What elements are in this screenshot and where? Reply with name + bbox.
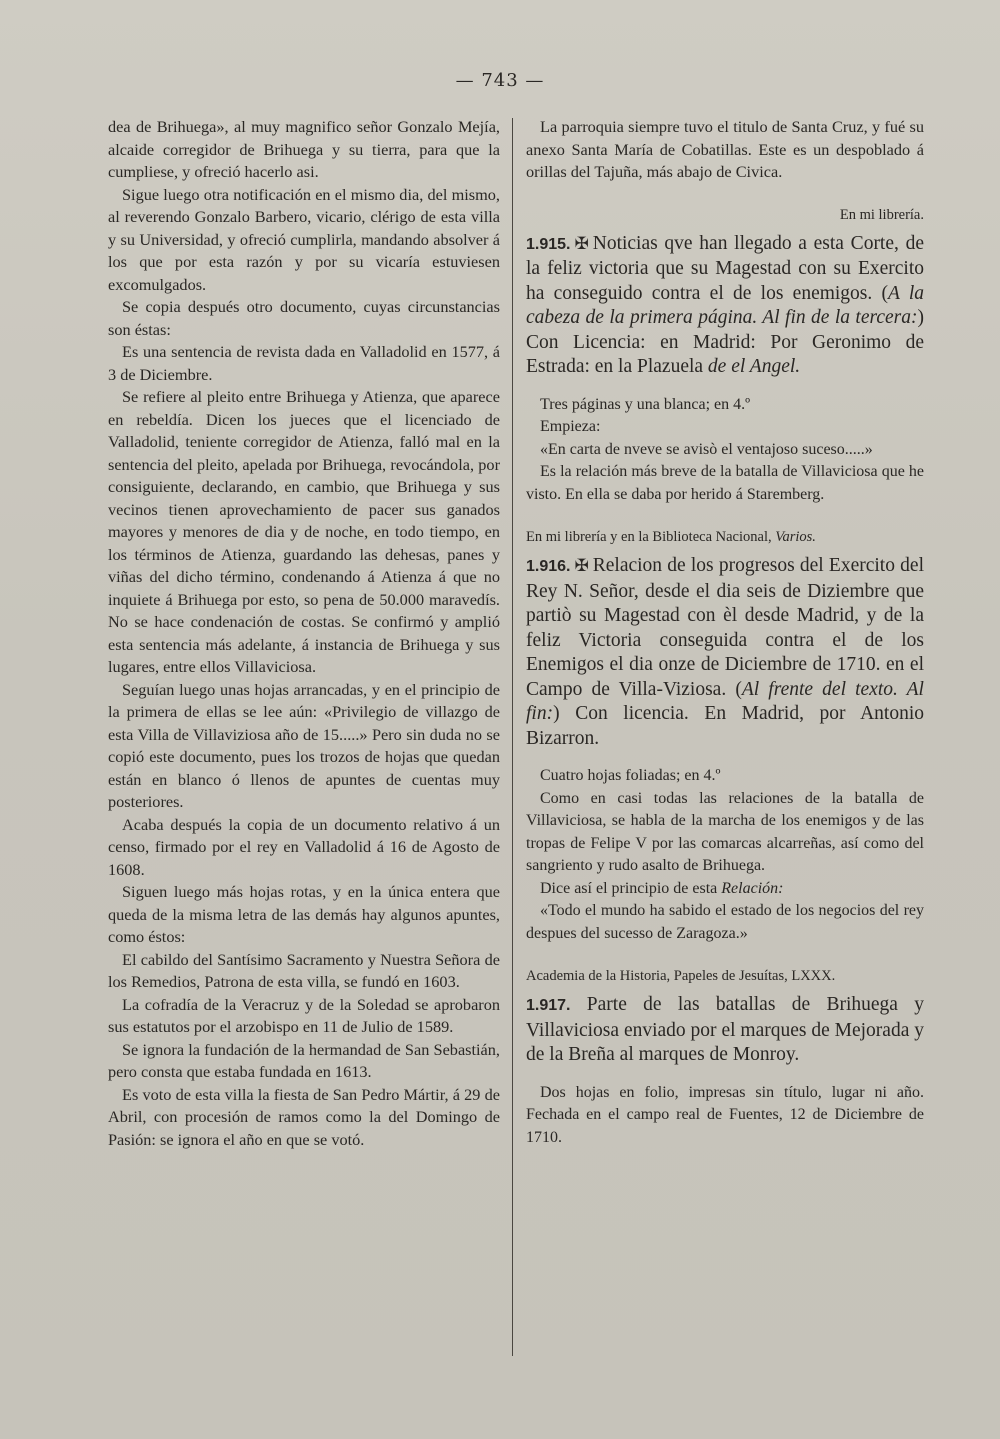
entry-description: Es la relación más breve de la batalla de Villaviciosa que he visto. En ella se daba por herido á Staremberg. — [526, 463, 924, 503]
paragraph: Acaba después la copia de un documento relativo á un censo, firmado por el rey en Valladolid á 16 de Agosto de 1608. — [108, 814, 500, 879]
paragraph: Se ignora la fundación de la hermandad de San Sebastián, pero consta que estaba fundada en 1613. — [108, 1039, 500, 1081]
left-column — [108, 116, 500, 1151]
paragraph: La cofradía de la Veracruz y de la Soledad se aprobaron sus estatutos por el arzobispo en 11 de Julio de 1589. — [108, 994, 500, 1036]
entry-1917 — [526, 965, 924, 1149]
intro-paragraph: La parroquia siempre tuvo el titulo de Santa Cruz, y fué su anexo Santa María de Cobatillas. Este es un despoblado á orillas del Tajuña, más abajo de Civica. — [526, 117, 924, 181]
entry-number: 1.916. — [526, 558, 571, 575]
paragraph: Siguen luego más hojas rotas, y en la única entera que queda de la misma letra de las demás hay algunos apuntes, como éstos: — [108, 882, 500, 946]
right-column — [526, 116, 924, 1149]
paragraph: Seguían luego unas hojas arrancadas, y en el principio de la primera de ellas se lee aún: «Privilegio de villazgo de esta Villa de Villaviziosa año de 15.....» Pero sin duda no se copió este documento, pues los trozos de hojas que quedan están en blanco ó llenos de apuntes de cuentas muy posteriores. — [108, 679, 500, 811]
entry-number: 1.915. — [526, 235, 571, 253]
entry-description: Como en casi todas las relaciones de la batalla de Villaviciosa, se habla de la marcha de los enemigos y de las tropas de Felipe V por las comarcas alcarreñas, así como del sangriento y rudo asalto de Brihuega. — [526, 789, 924, 874]
paragraph: Es una sentencia de revista dada en Valladolid en 1577, á 3 de Diciembre. — [108, 342, 500, 384]
entry-description: Cuatro hojas foliadas; en 4.º — [540, 767, 721, 784]
paragraph: Es voto de esta villa la fiesta de San Pedro Mártir, á 29 de Abril, con procesión de ramos como la del Domingo de Pasión: se ignora el año en que se votó. — [108, 1084, 500, 1149]
cross-icon: ✠ — [574, 556, 589, 576]
entry-title: 1.917. Parte de las batallas de Brihuega y Villaviciosa enviado por el marques de Mejorada y de la Breña al marques de Monroy. — [526, 994, 924, 1065]
entry-title: 1.916. ✠ Relacion de los progresos del Exercito del Rey N. Señor, desde el dia seis de Diziembre que partiò su Magestad con èl desde Madrid, y de la feliz Victoria conseguida contra el de los Enemigos el dia onze de Diciembre de 1710. en el Campo de Villa-Viziosa. (Al frente del texto. Al fin:) Con licencia. En Madrid, por Antonio Bizarron. — [526, 555, 924, 749]
paragraph: Sigue luego otra notificación en el mismo dia, del mismo, al reverendo Gonzalo Barbero, vicario, clérigo de esta villa y su Universidad, y ofreció cumplirla, mandando absolver á los que por esta razón y por su vicaría estuviesen excomulgados. — [108, 184, 500, 294]
page-number: — 743 — — [455, 70, 545, 91]
entry-description: Dice así el principio de esta Relación: — [540, 879, 784, 897]
entry-1915 — [526, 204, 924, 507]
paragraph: Se refiere al pleito entre Brihuega y Atienza, que aparece en rebeldía. Dicen los jueces que el licenciado de Valladolid, teniente corregidor de Atienza, falló mal en la sentencia del pleito, apelada por Brihuega, revocándola, por consiguiente, declarando, en cambio, que Brihuega y sus vecinos tienen aprovechamiento de pacer sus ganados mayores y menores de dia y de noche, en todo tiempo, en los términos de Atienza, guardando las dehesas, panes y viñas del dicho término, condenando á Atienza á que no inquiete á Brihuega por esto, so pena de 50.000 maravedís. No se hace condenación de costas. Se confirmó y amplió esta sentencia más adelante, á instancia de Brihuega y sus lugares, entre ellos Villaviciosa. — [108, 387, 500, 676]
entry-description: Empieza: — [540, 418, 601, 435]
entry-description: «En carta de nveve se avisò el ventajoso suceso.....» — [540, 440, 873, 458]
paragraph: El cabildo del Santísimo Sacramento y Nuestra Señora de los Remedios, Patrona de esta villa, se fundó en 1603. — [108, 949, 500, 991]
entry-1916 — [526, 526, 924, 945]
entry-description: Tres páginas y una blanca; en 4.º — [540, 395, 751, 413]
entry-number: 1.917. — [526, 997, 571, 1014]
entry-title: 1.915. ✠ Noticias qve han llegado a esta Corte, de la feliz victoria que su Magestad con su Exercito ha conseguido contra el de los enemigos. (A la cabeza de la primera página. Al fin de la tercera:) Con Licencia: en Madrid: Por Geronimo de Estrada: en la Plazuela de el Angel. — [526, 232, 925, 377]
paragraph: dea de Brihuega», al muy magnifico señor Gonzalo Mejía, alcaide corregidor de Brihuega y su tierra, para que la cumpliese, y ofreció hacerlo asi. — [108, 117, 500, 181]
paragraph: Se copia después otro documento, cuyas circunstancias son éstas: — [108, 297, 500, 339]
entry-source: En mi librería. — [839, 206, 924, 223]
entry-source: Academia de la Historia, Papeles de Jesuítas, LXXX. — [526, 968, 836, 984]
column-divider — [512, 118, 513, 1356]
entry-source: En mi librería y en la Biblioteca Nacional, Varios. — [526, 529, 816, 545]
entry-description: «Todo el mundo ha sabido el estado de los negocios del rey despues del sucesso de Zaragoza.» — [526, 902, 924, 942]
entry-description: Dos hojas en folio, impresas sin título, lugar ni año. Fechada en el campo real de Fuentes, 12 de Diciembre de 1710. — [526, 1083, 924, 1146]
cross-icon: ✠ — [574, 233, 589, 254]
